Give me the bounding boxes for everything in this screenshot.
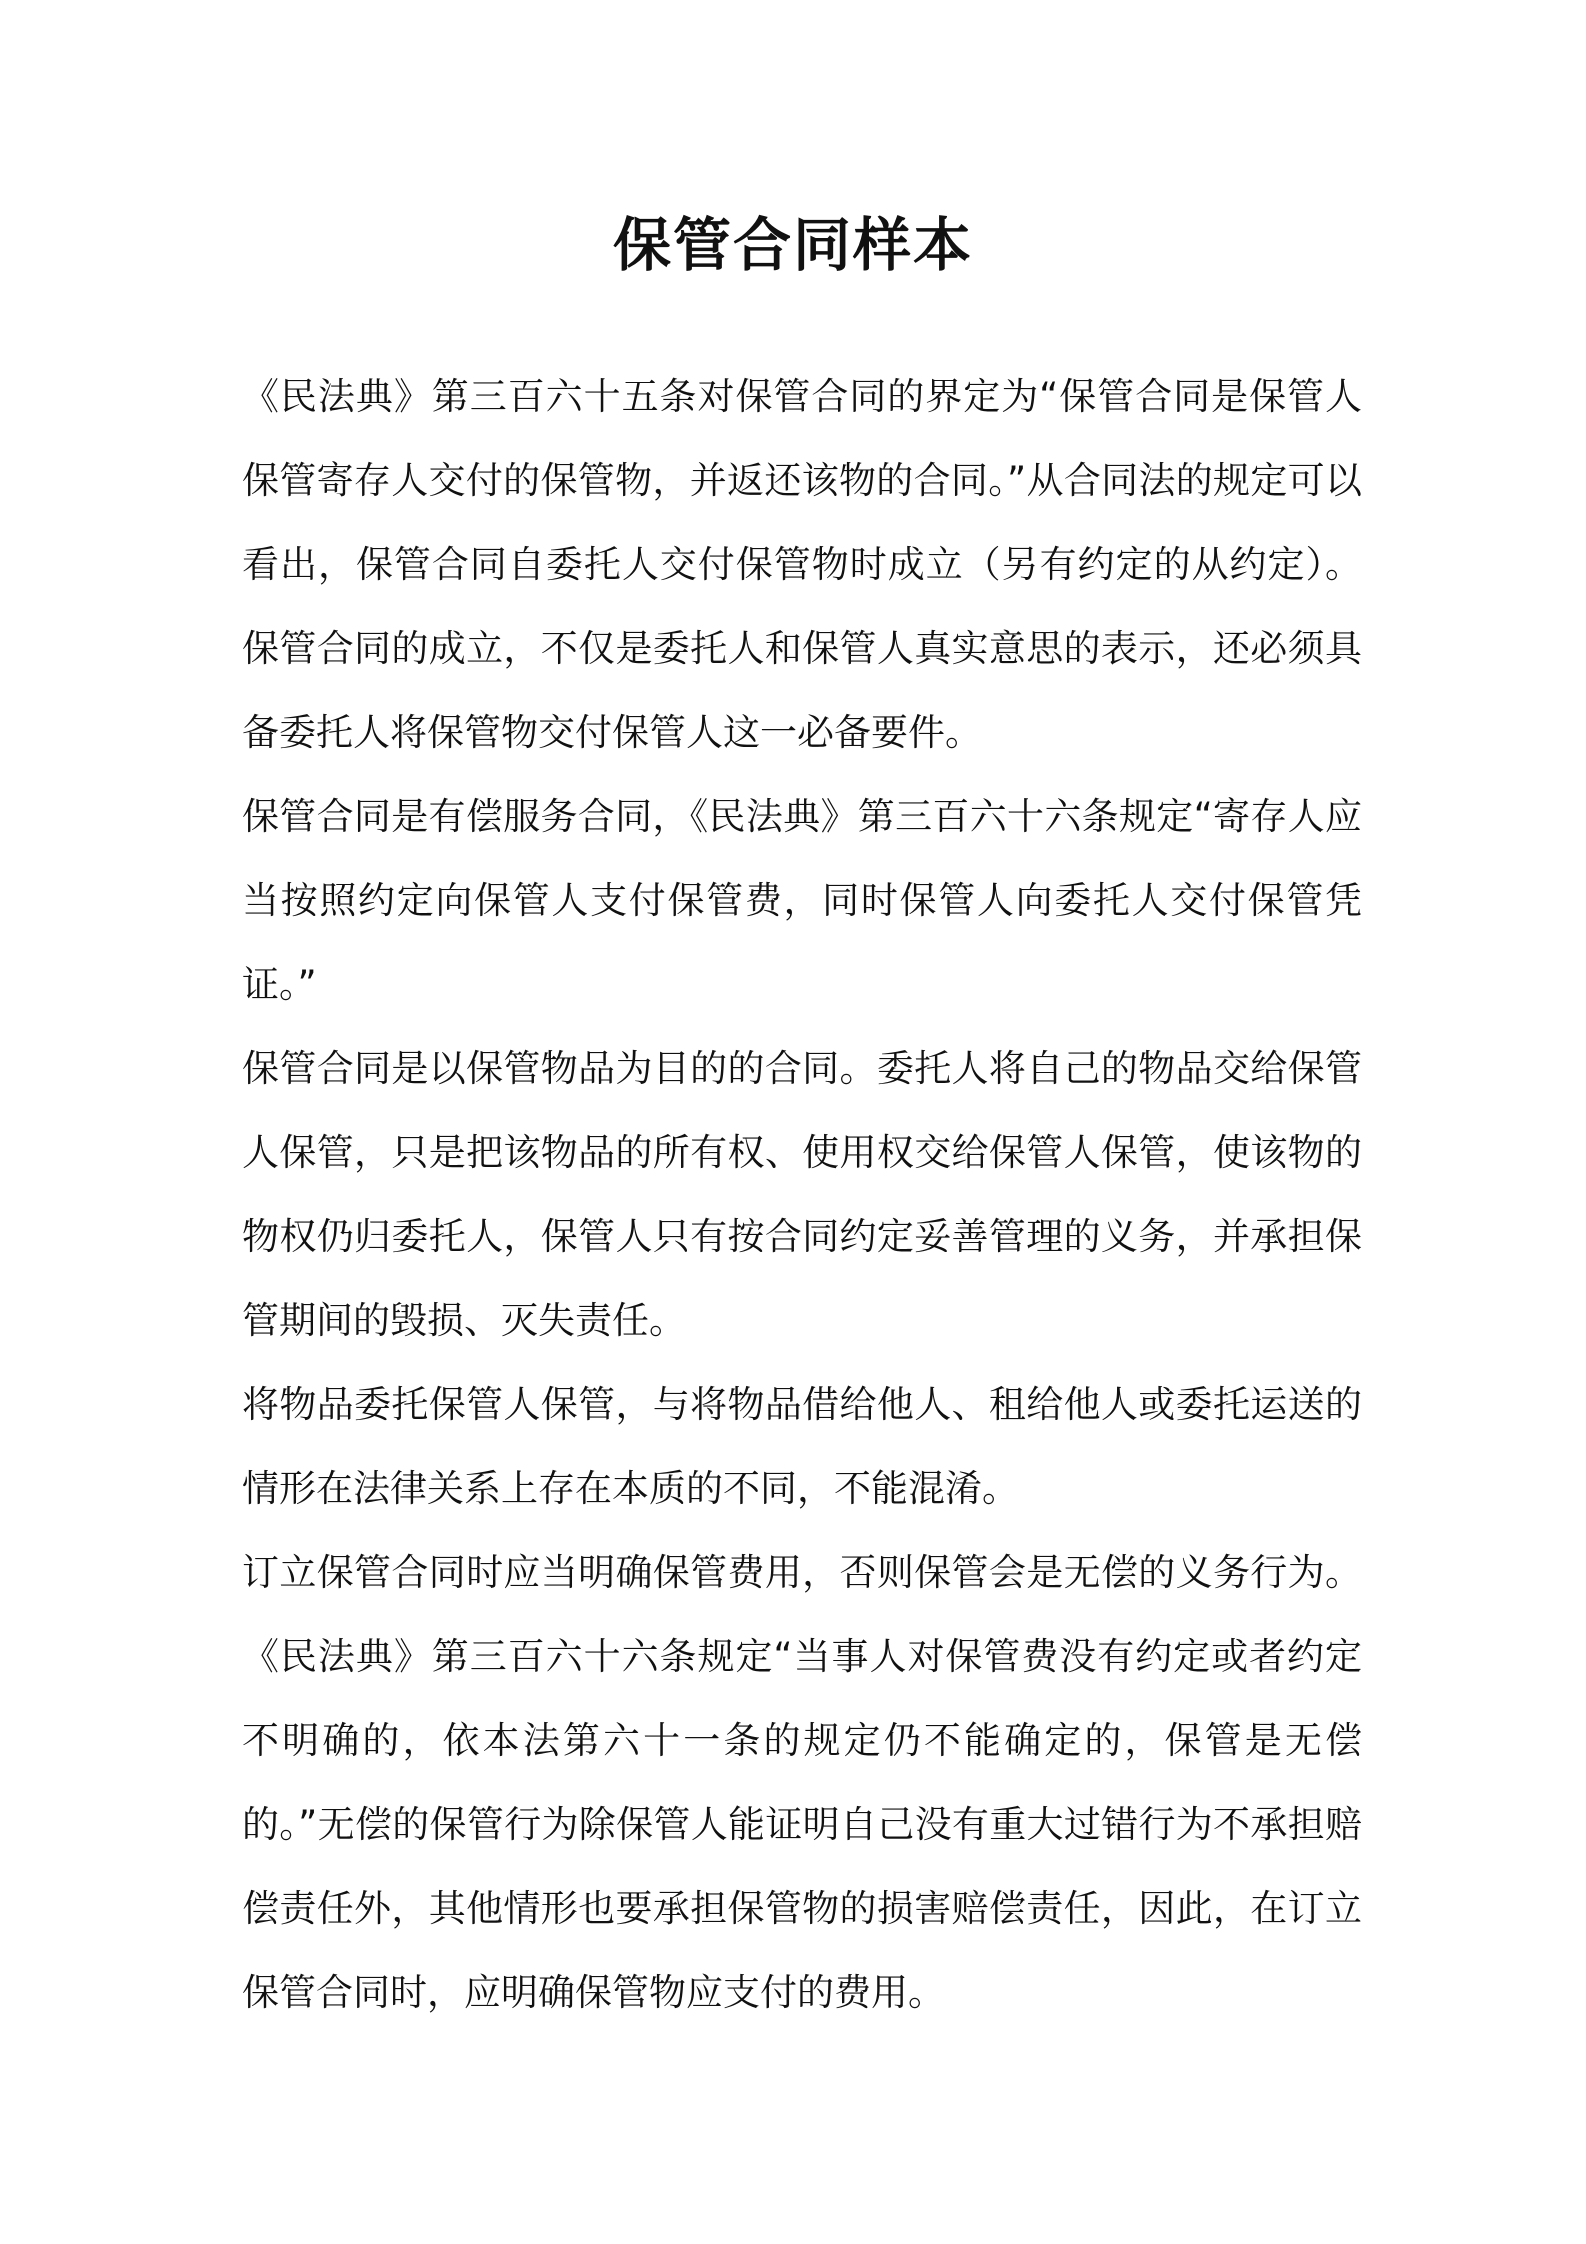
- document-body: [242, 355, 1362, 2035]
- document-title: 保管合同样本: [612, 211, 973, 279]
- paragraph-fees: 订立保管合同时应当明确保管费用，否则保管会是无偿的义务行为。《民法典》第三百六十六条规定“当事人对保管费没有约定或者约定不明确的，依本法第六十一条的规定仍不能确定的，保管是无偿的。”无偿的保管行为除保管人能证明自己没有重大过错行为不承担赔偿责任外，其他情形也要承担保管物的损害赔偿责任，因此，在订立保管合同时，应明确保管物应支付的费用。: [242, 1551, 1362, 2014]
- paragraph-purpose: 保管合同是以保管物品为目的的合同。委托人将自己的物品交给保管人保管，只是把该物品的所有权、使用权交给保管人保管，使该物的物权仍归委托人，保管人只有按合同约定妥善管理的义务，并承担保管期间的毁损、灭失责任。: [242, 1047, 1362, 1342]
- paragraph-distinction: 将物品委托保管人保管，与将物品借给他人、租给他人或委托运送的情形在法律关系上存在本质的不同，不能混淆。: [242, 1383, 1362, 1510]
- paragraph-paid-service: 保管合同是有偿服务合同，《民法典》第三百六十六条规定“寄存人应当按照约定向保管人支付保管费，同时保管人向委托人交付保管凭证。”: [242, 795, 1362, 1006]
- paragraph-definition: 《民法典》第三百六十五条对保管合同的界定为“保管合同是保管人保管寄存人交付的保管物，并返还该物的合同。”从合同法的规定可以看出，保管合同自委托人交付保管物时成立（另有约定的从约定）。保管合同的成立，不仅是委托人和保管人真实意思的表示，还必须具备委托人将保管物交付保管人这一必备要件。: [242, 375, 1362, 754]
